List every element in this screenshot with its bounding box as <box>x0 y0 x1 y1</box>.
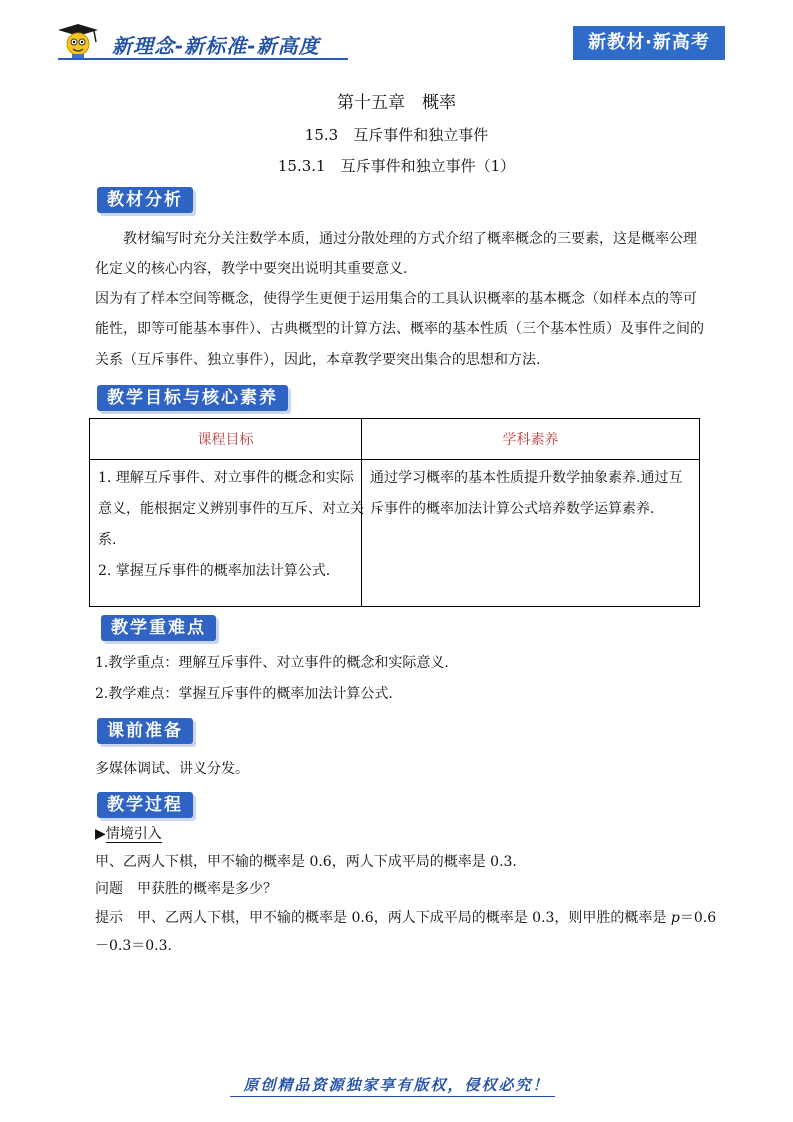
header-slogan: 新理念-新标准-新高度 <box>112 34 320 58</box>
table-cell-right-line: 通过学习概率的基本性质提升数学抽象素养.通过互 <box>370 470 683 486</box>
subsection-scenario-intro <box>95 823 162 843</box>
process-question: 问题 甲获胜的概率是多少？ <box>95 881 277 897</box>
analysis-line-3: 因为有了样本空间等概念，使得学生更便于运用集合的工具认识概率的基本概念（如样本点的等可 <box>95 291 697 307</box>
section-title: 15.3 互斥事件和独立事件 <box>304 126 489 144</box>
goals-table <box>89 418 700 607</box>
analysis-line-1: 教材编写时充分关注数学本质，通过分散处理的方式介绍了概率概念的三要素，这是概率公理 <box>123 231 697 247</box>
footer-underline <box>230 1096 555 1097</box>
process-hint-line-1 <box>95 903 717 933</box>
table-cell-left-line: 系. <box>98 532 117 548</box>
analysis-line-4: 能性，即等可能基本事件）、古典概型的计算方法、概率的基本性质（三个基本性质）及事件之间的 <box>95 321 704 337</box>
table-cell-left-line: 1. 理解互斥事件、对立事件的概念和实际 <box>98 470 354 486</box>
mascot-logo-icon <box>54 22 106 60</box>
hint-text: 提示 甲、乙两人下棋，甲不输的概率是 0.6，两人下成平局的概率是 0.3，则甲胜的概率是 <box>95 910 671 926</box>
process-line-1: 甲、乙两人下棋，甲不输的概率是 0.6，两人下成平局的概率是 0.3. <box>95 854 517 870</box>
process-hint-line-2: －0.3＝0.3. <box>95 938 172 954</box>
subsection-title: 15.3.1 互斥事件和独立事件（1） <box>277 157 516 175</box>
table-cell-left-line: 意义，能根据定义辨别事件的互斥、对立关 <box>98 501 364 517</box>
badge-teaching-goals: 教学目标与核心素养 <box>97 385 288 411</box>
triangle-marker-icon: ▶ <box>95 826 106 842</box>
hint-variable-p: p <box>670 910 680 926</box>
badge-key-points: 教学重难点 <box>101 615 216 641</box>
chapter-title: 第十五章 概率 <box>337 93 456 113</box>
footer-copyright: 原创精品资源独家享有版权，侵权必究！ <box>243 1076 550 1094</box>
table-header-literacy: 学科素养 <box>502 432 559 448</box>
table-cell-left-line: 2. 掌握互斥事件的概率加法计算公式. <box>98 563 331 579</box>
prep-line-1: 多媒体调试、讲义分发。 <box>95 761 249 777</box>
badge-material-analysis: 教材分析 <box>97 187 193 213</box>
badge-preparation: 课前准备 <box>97 718 193 744</box>
table-header-course-goals: 课程目标 <box>197 432 254 448</box>
analysis-line-5: 关系（互斥事件、独立事件），因此，本章教学要突出集合的思想和方法. <box>95 352 541 368</box>
analysis-line-2: 化定义的核心内容，教学中要突出说明其重要意义. <box>95 261 408 277</box>
table-divider-horizontal <box>90 459 699 460</box>
key-point-line-1: 1.教学重点：理解互斥事件、对立事件的概念和实际意义. <box>95 655 449 671</box>
hint-value: ＝0.6 <box>679 910 717 926</box>
badge-teaching-process: 教学过程 <box>97 792 193 818</box>
key-point-line-2: 2.教学难点：掌握互斥事件的概率加法计算公式. <box>95 686 393 702</box>
header-badge: 新教材·新高考 <box>573 26 725 60</box>
scenario-intro-label: 情境引入 <box>105 826 162 842</box>
header-underline <box>58 58 348 60</box>
table-cell-right-line: 斥事件的概率加法计算公式培养数学运算素养. <box>370 501 655 517</box>
